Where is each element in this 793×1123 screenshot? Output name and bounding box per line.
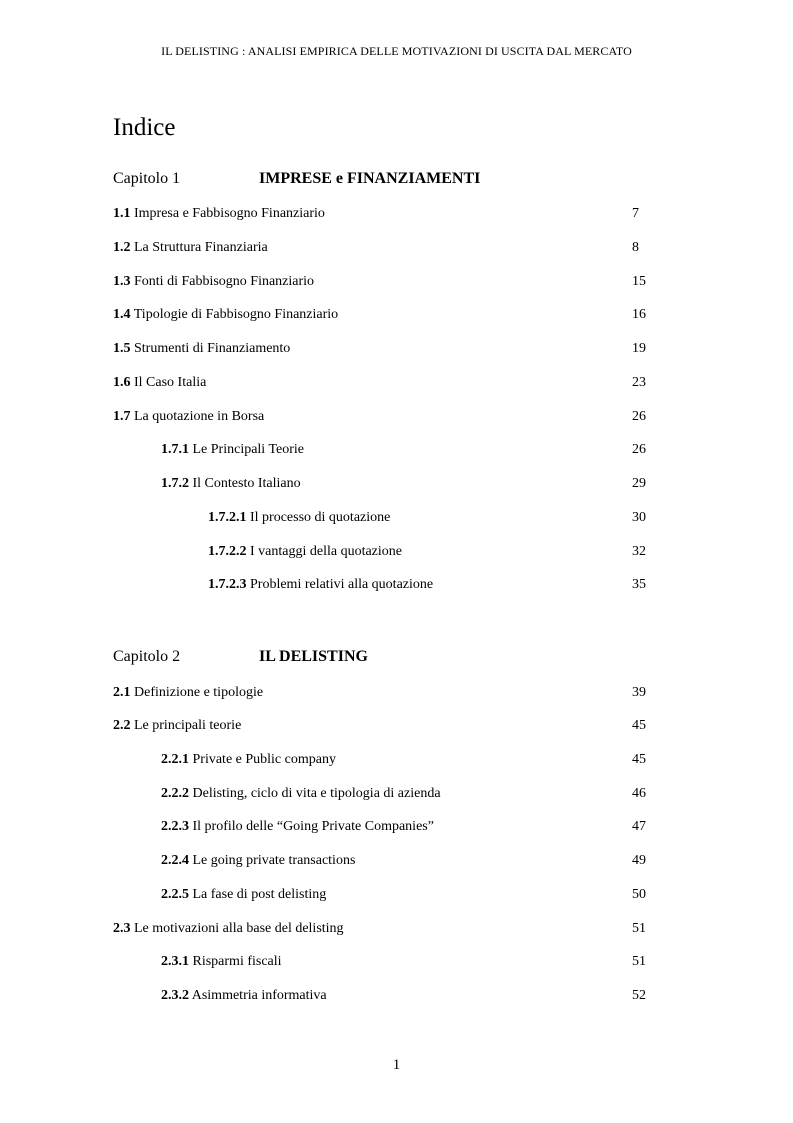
page-ref: 39 — [632, 685, 646, 700]
section-number: 1.3 — [113, 274, 131, 289]
toc-entry-2-2-5[interactable] — [0, 885, 793, 905]
section-number: 2.3.1 — [161, 954, 189, 969]
section-title: Problemi relativi alla quotazione — [250, 577, 434, 592]
page-ref: 51 — [632, 921, 646, 936]
section-title: Tipologie di Fabbisogno Finanziario — [133, 307, 339, 322]
page-ref: 26 — [632, 442, 646, 457]
toc-entry-2-2[interactable] — [0, 716, 793, 736]
section-title: Il processo di quotazione — [250, 510, 391, 525]
page-ref: 30 — [632, 510, 646, 525]
page-ref: 35 — [632, 577, 646, 592]
section-title: Le going private transactions — [192, 853, 356, 868]
section-number: 1.7.2.1 — [208, 510, 247, 525]
section-title: Strumenti di Finanziamento — [134, 341, 291, 356]
section-title: Il Caso Italia — [134, 375, 207, 390]
section-title: Private e Public company — [192, 752, 336, 767]
toc-entry-1-7-2-1[interactable] — [0, 508, 793, 528]
section-title: La quotazione in Borsa — [134, 409, 265, 424]
section-number: 2.2.2 — [161, 786, 189, 801]
toc-entry-1-4[interactable] — [0, 305, 793, 325]
toc-entry-2-2-1[interactable] — [0, 750, 793, 770]
chapter-name: IMPRESE e FINANZIAMENTI — [259, 170, 481, 187]
page-ref: 23 — [632, 375, 646, 390]
toc-entry-1-7[interactable] — [0, 407, 793, 427]
toc-entry-1-6[interactable] — [0, 373, 793, 393]
page-ref: 16 — [632, 307, 646, 322]
toc-entry-2-1[interactable] — [0, 683, 793, 703]
section-title: Definizione e tipologie — [134, 685, 264, 700]
page-ref: 51 — [632, 954, 646, 969]
page-ref: 46 — [632, 786, 646, 801]
section-title: Le Principali Teorie — [192, 442, 305, 457]
toc-entry-1-7-1[interactable] — [0, 440, 793, 460]
toc-entry-1-7-2-2[interactable] — [0, 542, 793, 562]
chapter-name: IL DELISTING — [259, 648, 368, 665]
section-number: 2.2.5 — [161, 887, 189, 902]
toc-entry-1-7-2-3[interactable] — [0, 575, 793, 595]
page-ref: 49 — [632, 853, 646, 868]
section-title: Risparmi fiscali — [192, 954, 282, 969]
page-ref: 19 — [632, 341, 646, 356]
section-title: Asimmetria informativa — [191, 988, 327, 1003]
page-ref: 32 — [632, 544, 646, 559]
section-number: 2.2.3 — [161, 819, 189, 834]
section-number: 2.1 — [113, 685, 131, 700]
toc-entry-2-2-4[interactable] — [0, 851, 793, 871]
page-ref: 47 — [632, 819, 646, 834]
section-number: 1.2 — [113, 240, 131, 255]
toc-entry-1-3[interactable] — [0, 272, 793, 292]
page-ref: 8 — [632, 240, 639, 255]
chapter-heading-1 — [113, 169, 480, 189]
page-ref: 29 — [632, 476, 646, 491]
chapter-heading-2 — [113, 647, 368, 667]
section-title: I vantaggi della quotazione — [250, 544, 402, 559]
page-ref: 7 — [632, 206, 639, 221]
page-ref: 45 — [632, 718, 646, 733]
section-number: 2.3 — [113, 921, 131, 936]
toc-entry-1-5[interactable] — [0, 339, 793, 359]
section-number: 1.7.2 — [161, 476, 189, 491]
section-title: Le principali teorie — [134, 718, 242, 733]
section-title: Delisting, ciclo di vita e tipologia di azienda — [192, 786, 441, 801]
running-header: IL DELISTING : ANALISI EMPIRICA DELLE MOTIVAZIONI DI USCITA DAL MERCATO — [161, 44, 632, 58]
section-number: 1.7.2.3 — [208, 577, 247, 592]
section-title: Fonti di Fabbisogno Finanziario — [134, 274, 315, 289]
page-title: Indice — [113, 114, 176, 141]
toc-entry-2-2-3[interactable] — [0, 817, 793, 837]
page-ref: 50 — [632, 887, 646, 902]
section-number: 2.2 — [113, 718, 131, 733]
page-ref: 52 — [632, 988, 646, 1003]
page-number: 1 — [392, 1057, 401, 1073]
toc-entry-2-3[interactable] — [0, 919, 793, 939]
chapter-label: Capitolo 1 — [113, 170, 181, 187]
section-title: Le motivazioni alla base del delisting — [134, 921, 344, 936]
section-number: 1.4 — [113, 307, 131, 322]
section-number: 1.5 — [113, 341, 131, 356]
toc-entry-2-3-1[interactable] — [0, 952, 793, 972]
section-number: 1.7.1 — [161, 442, 189, 457]
toc-entry-1-7-2[interactable] — [0, 474, 793, 494]
section-title: La Struttura Finanziaria — [134, 240, 268, 255]
section-number: 1.7 — [113, 409, 131, 424]
toc-entry-2-2-2[interactable] — [0, 784, 793, 804]
section-number: 2.2.4 — [161, 853, 189, 868]
section-number: 2.2.1 — [161, 752, 189, 767]
toc-entry-1-2[interactable] — [0, 238, 793, 258]
page-ref: 45 — [632, 752, 646, 767]
toc-entry-2-3-2[interactable] — [0, 986, 793, 1006]
section-number: 1.7.2.2 — [208, 544, 247, 559]
section-number: 2.3.2 — [161, 988, 189, 1003]
section-number: 1.1 — [113, 206, 131, 221]
chapter-label: Capitolo 2 — [113, 648, 181, 665]
section-title: Il Contesto Italiano — [192, 476, 301, 491]
section-title: Impresa e Fabbisogno Finanziario — [134, 206, 325, 221]
toc-entry-1-1[interactable] — [0, 204, 793, 224]
page-ref: 26 — [632, 409, 646, 424]
section-number: 1.6 — [113, 375, 131, 390]
section-title: La fase di post delisting — [192, 887, 327, 902]
section-title: Il profilo delle “Going Private Companies” — [192, 819, 434, 834]
page-ref: 15 — [632, 274, 646, 289]
